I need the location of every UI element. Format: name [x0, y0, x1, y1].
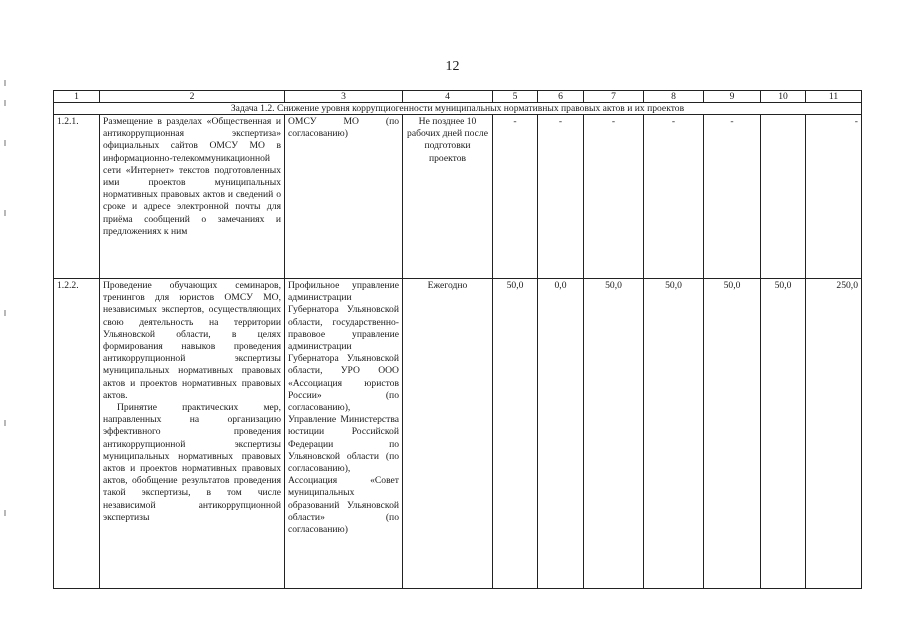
description-paragraph: Проведение обучающих семинаров, тренингов для юристов ОМСУ МО, независимых экспертов, осуществляющих свою деятельность на территории Ульяновской области, в целях формирования навыков проведения антикоррупционной экспертизы муниципальных нормативных правовых актов и проектов нормативных правовых актов.	[103, 280, 281, 401]
column-header: 1	[54, 91, 100, 103]
page-number: 12	[445, 59, 460, 74]
value-cell: -	[806, 115, 862, 279]
value-cell: 50,0	[644, 279, 704, 589]
value-cell: 50,0	[704, 279, 761, 589]
column-header: 6	[538, 91, 584, 103]
value-cell: -	[704, 115, 761, 279]
column-header: 9	[704, 91, 761, 103]
plan-table	[53, 90, 862, 589]
value-cell: -	[584, 115, 644, 279]
column-number-row	[54, 91, 862, 103]
value-cell: 250,0	[806, 279, 862, 589]
value-cell: 0,0	[538, 279, 584, 589]
column-header: 8	[644, 91, 704, 103]
value-cell: 50,0	[584, 279, 644, 589]
row-number: 1.2.2.	[54, 279, 100, 589]
value-cell: 50,0	[493, 279, 538, 589]
column-header: 5	[493, 91, 538, 103]
column-header: 4	[403, 91, 493, 103]
task-title: Задача 1.2. Снижение уровня коррупциогенности муниципальных нормативных правовых актов и их проектов	[54, 103, 862, 115]
row-term: Ежегодно	[403, 279, 493, 589]
scan-margin-marks	[4, 80, 8, 540]
table-row	[54, 115, 862, 279]
column-header: 7	[584, 91, 644, 103]
column-header: 11	[806, 91, 862, 103]
row-term: Не позднее 10 рабочих дней после подготовки проектов	[403, 115, 493, 279]
description-paragraph: Принятие практических мер, направленных на организацию эффективного проведения антикоррупционной экспертизы муниципальных нормативных правовых актов и проектов нормативных правовых актов, обобщение результатов проведения такой экспертизы, в том числе независимой антикоррупционной экспертизы	[103, 402, 281, 523]
row-executor: Профильное управление администрации Губернатора Ульяновской области, государственно-правовое управление администрации Губернатора Ульяновской области, УРО ООО «Ассоциация юристов России» (по согласованию), Управление Министерства юстиции Российской Федерации по Ульяновской области (по согласованию), Ассоциация «Совет муниципальных образований Ульяновской области» (по согласованию)	[285, 279, 403, 589]
row-description	[100, 279, 285, 589]
row-number: 1.2.1.	[54, 115, 100, 279]
value-cell: 50,0	[761, 279, 806, 589]
column-header: 3	[285, 91, 403, 103]
column-header: 10	[761, 91, 806, 103]
value-cell: -	[493, 115, 538, 279]
row-description	[100, 115, 285, 279]
value-cell: -	[644, 115, 704, 279]
column-header: 2	[100, 91, 285, 103]
description-paragraph: Размещение в разделах «Общественная и антикоррупционная экспертиза» официальных сайтов ОМСУ МО в информационно-телекоммуникационной сети «Интернет» текстов подготовленных ими проектов муниципальных нормативных правовых актов и сведений о сроке и адресе электронной почты для приёма сообщений о замечаниях и предложениях к ним	[103, 116, 281, 237]
table-row	[54, 279, 862, 589]
task-row	[54, 103, 862, 115]
row-executor: ОМСУ МО (по согласованию)	[285, 115, 403, 279]
value-cell: -	[538, 115, 584, 279]
value-cell	[761, 115, 806, 279]
